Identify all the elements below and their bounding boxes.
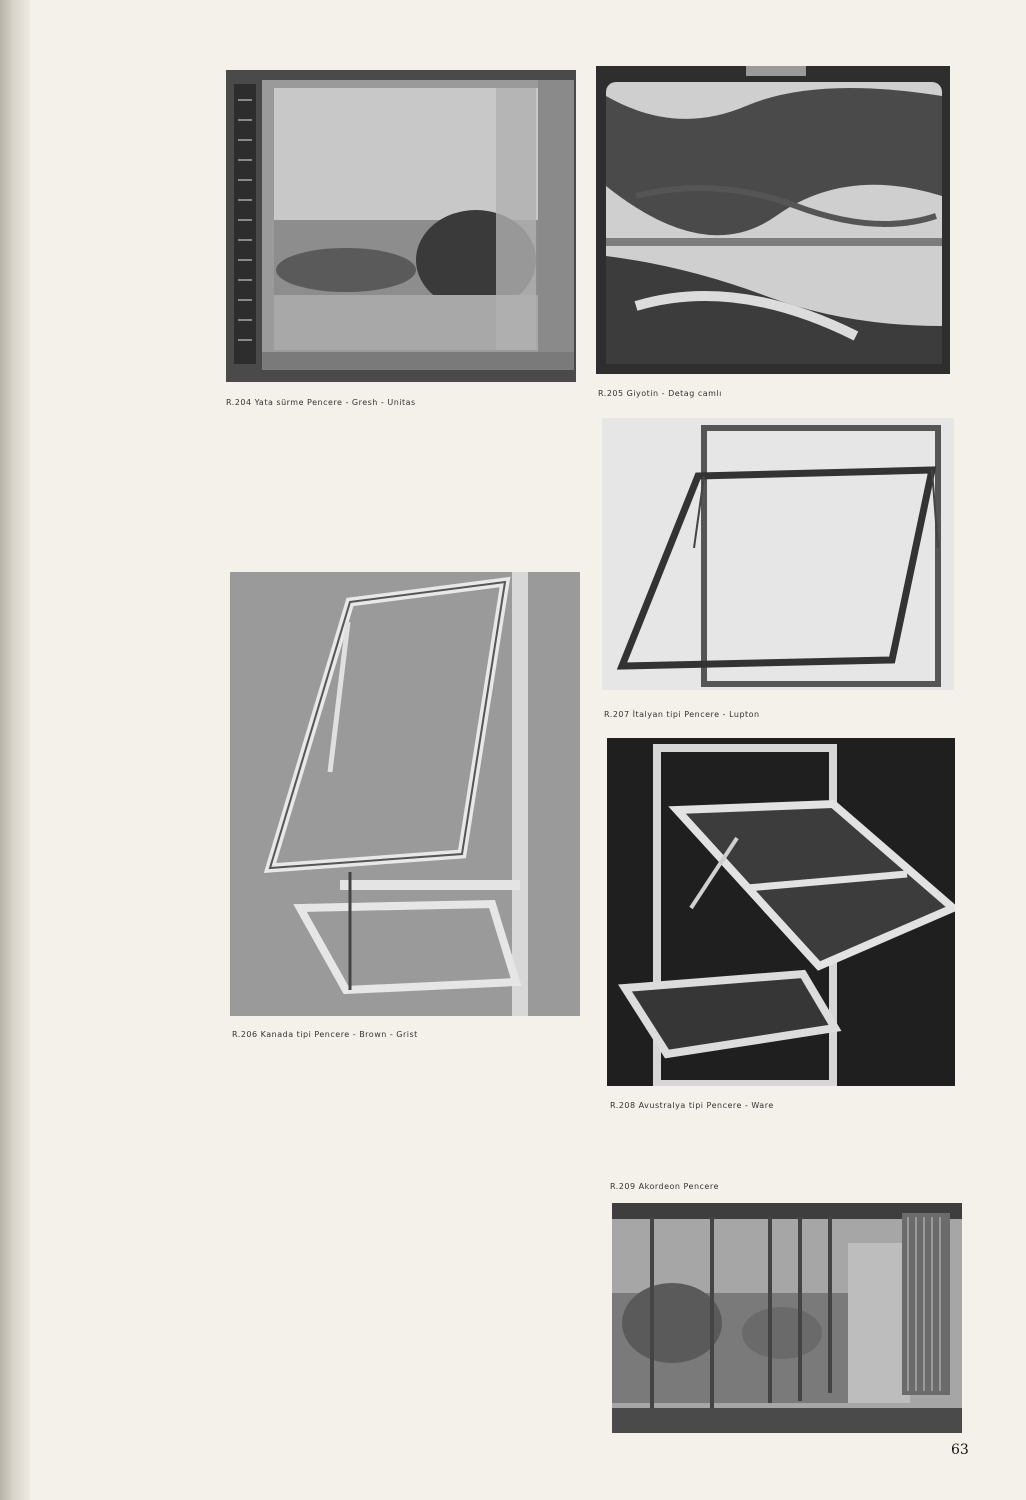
caption-r204: R.204 Yata sürme Pencere - Gresh - Unitas bbox=[226, 398, 416, 407]
photo-r206-canadian-window bbox=[230, 572, 580, 1016]
book-spine-shadow bbox=[0, 0, 30, 1500]
photo-r208-australian-window bbox=[607, 738, 955, 1086]
caption-r206: R.206 Kanada tipi Pencere - Brown - Grist bbox=[232, 1030, 418, 1039]
page-number: 63 bbox=[951, 1442, 969, 1458]
caption-r209: R.209 Akordeon Pencere bbox=[610, 1182, 719, 1191]
photo-r209-accordion-window bbox=[612, 1203, 962, 1433]
photo-r207-italian-window bbox=[602, 418, 954, 690]
photo-r205-guillotine-window bbox=[596, 66, 950, 374]
caption-r205: R.205 Giyotin - Detag camlı bbox=[598, 389, 722, 398]
photo-r204-sliding-window bbox=[226, 70, 576, 382]
caption-r208: R.208 Avustralya tipi Pencere - Ware bbox=[610, 1101, 774, 1110]
caption-r207: R.207 İtalyan tipi Pencere - Lupton bbox=[604, 710, 760, 719]
